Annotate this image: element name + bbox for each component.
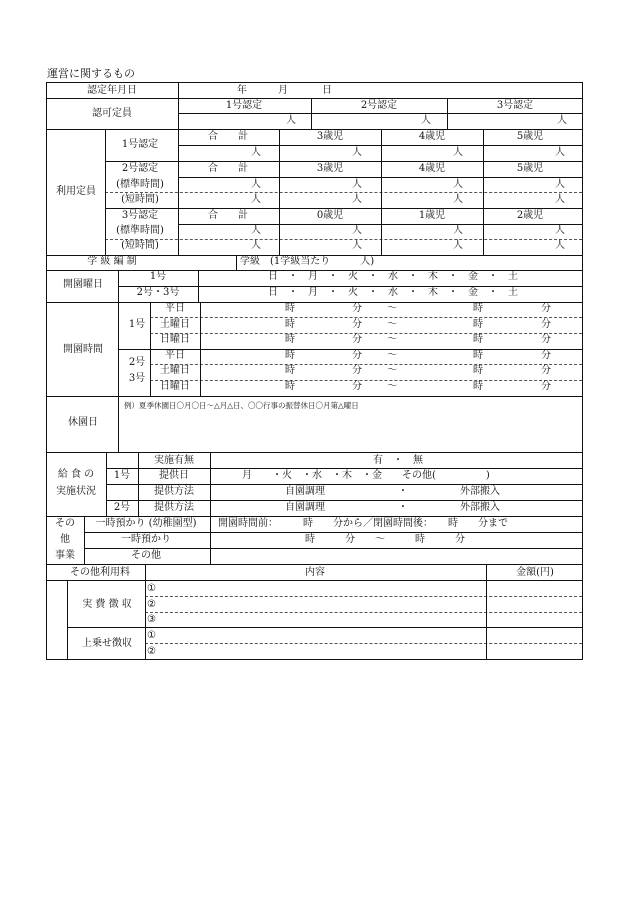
jikan-g1-sun-open-min: 分 <box>352 334 362 345</box>
kanou-unit-3: 人 <box>557 115 567 126</box>
jikan-g23-sat-open-hour: 時 <box>285 365 295 376</box>
sonota-ichiji-k: 一時預かり (幼稚園型) <box>95 518 197 529</box>
unit: 人 <box>352 240 362 251</box>
unit: 人 <box>251 194 261 205</box>
sonota-label-2: 他 <box>60 534 70 545</box>
jikan-g1: 1号 <box>128 319 146 330</box>
jikan-g1-weekday-close-min: 分 <box>541 303 551 314</box>
unit: 人 <box>453 147 463 158</box>
kyushoku-label-2: 実施状況 <box>56 486 96 497</box>
kyushoku-days: 月 ・火 ・水 ・木 ・金 その他( ) <box>242 470 490 481</box>
jikan-g1-sat-open-min: 分 <box>352 319 362 330</box>
jikan-g1-sun-tilde: ～ <box>387 334 397 345</box>
ryoukin-uwanose: 上乗せ徴収 <box>82 638 132 649</box>
unit: 人 <box>555 147 565 158</box>
unit: 人 <box>453 225 463 236</box>
nintei-month: 月 <box>278 85 288 96</box>
riyou-g3-age2: 2歳児 <box>516 210 544 221</box>
jikan-g23-sun-close-min: 分 <box>541 381 551 392</box>
riyou-g2-short: (短時間) <box>121 194 159 205</box>
unit: 人 <box>352 225 362 236</box>
unit: 人 <box>453 179 463 190</box>
riyou-g2: 2号認定 <box>121 163 159 174</box>
grid-line <box>138 452 139 516</box>
jikan-g23-sun-open-hour: 時 <box>285 381 295 392</box>
kaien-r1: 1号 <box>149 271 167 282</box>
riyou-g2-age4: 4歳児 <box>418 163 446 174</box>
kanou-g3: 3号認定 <box>496 100 534 111</box>
sonota-ichiji-val: 時 分 ～ 時 分 <box>305 534 465 545</box>
grid-line-dashed <box>145 596 582 597</box>
unit: 人 <box>251 179 261 190</box>
grid-line <box>106 484 582 485</box>
grid-line <box>106 468 582 469</box>
nintei-label: 認定年月日 <box>87 85 137 96</box>
grid-line <box>178 177 582 178</box>
kyushoku-houhou-val1-g2: 自園調理 <box>285 502 325 513</box>
jikan-g1-weekday-open-hour: 時 <box>285 303 295 314</box>
ryoukin-naiyou: 内容 <box>305 567 325 578</box>
kyushoku-g1: 1号 <box>113 470 131 481</box>
kyushoku-houhou-g2: 提供方法 <box>154 502 194 513</box>
riyou-g2-std: (標準時間) <box>116 179 164 190</box>
ryoukin-kingaku: 金額(円) <box>516 567 554 578</box>
grid-line-dashed <box>145 612 582 613</box>
grid-line <box>47 302 582 303</box>
grid-line <box>105 208 582 209</box>
unit: 人 <box>352 194 362 205</box>
unit: 人 <box>555 225 565 236</box>
grid-line <box>118 396 119 452</box>
unit: 人 <box>555 194 565 205</box>
ryoukin-n2-a: ② <box>147 599 156 610</box>
riyou-g1-age5: 5歳児 <box>516 131 544 142</box>
unit: 人 <box>251 240 261 251</box>
kyuen-label: 休園日 <box>68 417 98 428</box>
grid-line-dashed <box>105 239 582 240</box>
kanou-label: 認可定員 <box>92 108 132 119</box>
riyou-g2-age5: 5歳児 <box>516 163 544 174</box>
kyushoku-houhou-val1-g1: 自園調理 <box>285 486 325 497</box>
jikan-g1-sun-label: 日曜日 <box>160 334 190 345</box>
grid-line <box>106 500 582 501</box>
grid-line <box>84 516 85 564</box>
unit: 人 <box>555 240 565 251</box>
jikan-g1-sat-open-hour: 時 <box>285 319 295 330</box>
grid-line <box>47 452 582 453</box>
grid-line-dashed <box>150 333 582 334</box>
jikan-g23-b: 3号 <box>128 373 146 384</box>
riyou-label: 利用定員 <box>56 186 96 197</box>
kyushoku-umu: 実施有無 <box>154 455 194 466</box>
sonota-label-3: 事業 <box>55 550 75 561</box>
page-heading: 運営に関するもの <box>47 67 135 80</box>
grid-line <box>118 270 119 302</box>
grid-line <box>178 82 179 129</box>
grid-line-dashed <box>150 364 582 365</box>
riyou-g1: 1号認定 <box>121 139 159 150</box>
grid-line <box>67 580 68 660</box>
sonota-label-1: その <box>55 518 75 529</box>
grid-line <box>47 396 582 397</box>
grid-line <box>279 129 280 255</box>
nintei-day: 日 <box>322 85 332 96</box>
jikan-g23-sat-tilde: ～ <box>387 365 397 376</box>
gakkyu-label: 学 級 編 制 <box>87 256 137 267</box>
grid-line <box>47 516 582 517</box>
jikan-g1-sun-close-min: 分 <box>541 334 551 345</box>
kanou-g2: 2号認定 <box>360 100 398 111</box>
riyou-g3-age0: 0歳児 <box>316 210 344 221</box>
jikan-g1-weekday-open-min: 分 <box>352 303 362 314</box>
unit: 人 <box>453 194 463 205</box>
grid-line <box>150 302 151 396</box>
jikan-g1-weekday-close-hour: 時 <box>473 303 483 314</box>
jikan-g1-sun-open-hour: 時 <box>285 334 295 345</box>
jikan-g23-a: 2号 <box>128 357 146 368</box>
kyushoku-label-1: 給 食 の <box>57 469 95 480</box>
jikan-g23-weekday-open-hour: 時 <box>285 350 295 361</box>
unit: 人 <box>251 225 261 236</box>
grid-line <box>178 113 582 114</box>
riyou-g3-age1: 1歳児 <box>418 210 446 221</box>
jikan-g23-sun-label: 日曜日 <box>160 381 190 392</box>
ryoukin-label: その他利用料 <box>70 567 130 578</box>
grid-line <box>178 145 582 146</box>
riyou-g1-age4: 4歳児 <box>418 131 446 142</box>
grid-line <box>118 302 119 396</box>
riyou-g2-total: 合 計 <box>208 163 248 174</box>
kyushoku-houhou-val2-g1: 外部搬入 <box>460 486 500 497</box>
grid-line <box>84 532 582 533</box>
sonota-ichiji: 一時預かり <box>121 534 171 545</box>
grid-line <box>236 255 237 270</box>
grid-line-dashed <box>145 643 582 644</box>
riyou-g3-std: (標準時間) <box>116 225 164 236</box>
grid-line <box>486 564 487 660</box>
jikan-g23-sat-label: 土曜日 <box>160 365 190 376</box>
jikan-g1-sat-tilde: ～ <box>387 319 397 330</box>
grid-line <box>178 129 179 255</box>
kanou-unit-1: 人 <box>286 115 296 126</box>
kanou-unit-2: 人 <box>421 115 431 126</box>
grid-line <box>200 302 201 396</box>
grid-line <box>447 98 448 129</box>
grid-line-dashed <box>105 192 582 193</box>
kyuen-example: 例）夏季休園日〇月〇日～△月△日、〇〇行事の振替休日〇月第△曜日 <box>124 401 359 410</box>
jikan-g23-weekday-close-min: 分 <box>541 350 551 361</box>
sonota-ichiji-k-val: 開園時間前： 時 分から／閉園時間後： 時 分まで <box>218 518 508 529</box>
ryoukin-jippi: 実 費 徴 収 <box>82 599 132 610</box>
grid-line <box>47 129 582 130</box>
jikan-g23-weekday-open-min: 分 <box>352 350 362 361</box>
jikan-g23-weekday-label: 平日 <box>165 350 185 361</box>
riyou-g3: 3号認定 <box>121 210 159 221</box>
kaien-days-2: 日 ・ 月 ・ 火 ・ 水 ・ 木 ・ 金 ・ 土 <box>268 287 518 298</box>
ryoukin-n3-a: ③ <box>147 614 156 625</box>
jikan-g23-sat-close-hour: 時 <box>473 365 483 376</box>
grid-line <box>483 129 484 255</box>
grid-line <box>47 580 582 581</box>
grid-line <box>210 452 211 516</box>
jikan-g23-weekday-tilde: ～ <box>387 350 397 361</box>
grid-line <box>84 548 582 549</box>
jikan-g1-sat-label: 土曜日 <box>160 319 190 330</box>
grid-line <box>381 129 382 255</box>
unit: 人 <box>453 240 463 251</box>
riyou-g2-age3: 3歳児 <box>316 163 344 174</box>
jikan-g23-sat-open-min: 分 <box>352 365 362 376</box>
jikan-g23-sun-open-min: 分 <box>352 381 362 392</box>
unit: 人 <box>352 147 362 158</box>
kyushoku-g2: 2号 <box>113 502 131 513</box>
ryoukin-n2-b: ② <box>147 646 156 657</box>
jikan-g23-sun-tilde: ～ <box>387 381 397 392</box>
riyou-g3-total: 合 計 <box>208 210 248 221</box>
jikan-g1-sat-close-min: 分 <box>541 319 551 330</box>
jikan-label: 開園時間 <box>63 344 103 355</box>
nintei-year: 年 <box>237 85 247 96</box>
grid-line <box>311 98 312 129</box>
unit: 人 <box>251 147 261 158</box>
grid-line <box>198 270 199 302</box>
jikan-g1-sat-close-hour: 時 <box>473 319 483 330</box>
jikan-g23-sat-close-min: 分 <box>541 365 551 376</box>
kaien-r2: 2号・3号 <box>136 287 180 298</box>
grid-line <box>105 129 106 255</box>
kyushoku-umu-val: 有 ・ 無 <box>373 455 423 466</box>
riyou-g1-age3: 3歳児 <box>316 131 344 142</box>
gakkyu-text: 学級 (1学級当たり 人) <box>240 256 375 267</box>
kanou-g1: 1号認定 <box>225 100 263 111</box>
grid-line <box>47 98 582 99</box>
grid-line <box>106 452 107 516</box>
jikan-g23-sun-close-hour: 時 <box>473 381 483 392</box>
kyushoku-houhou-g1: 提供方法 <box>154 486 194 497</box>
ryoukin-n1-a: ① <box>147 583 156 594</box>
grid-line <box>118 349 582 350</box>
kyushoku-dot-g2: ・ <box>398 502 408 513</box>
unit: 人 <box>555 179 565 190</box>
grid-line-dashed <box>150 380 582 381</box>
grid-line <box>210 516 211 564</box>
jikan-g1-weekday-label: 平日 <box>165 303 185 314</box>
grid-line-dashed <box>150 317 582 318</box>
jikan-g1-sun-close-hour: 時 <box>473 334 483 345</box>
riyou-g3-short: (短時間) <box>121 240 159 251</box>
jikan-g23-weekday-close-hour: 時 <box>473 350 483 361</box>
kyushoku-houhou-val2-g2: 外部搬入 <box>460 502 500 513</box>
grid-line <box>145 564 146 660</box>
jikan-g1-weekday-tilde: ～ <box>387 303 397 314</box>
grid-line <box>47 564 582 565</box>
kaien-label: 開園曜日 <box>63 279 103 290</box>
riyou-g1-total: 合 計 <box>208 131 248 142</box>
ryoukin-n1-b: ① <box>147 630 156 641</box>
unit: 人 <box>352 179 362 190</box>
kaien-days-1: 日 ・ 月 ・ 火 ・ 水 ・ 木 ・ 金 ・ 土 <box>268 271 518 282</box>
sonota-other: その他 <box>131 550 161 561</box>
grid-line <box>105 161 582 162</box>
kyushoku-dot-g1: ・ <box>398 486 408 497</box>
kyushoku-teikyoubi: 提供日 <box>159 470 189 481</box>
grid-line <box>178 224 582 225</box>
